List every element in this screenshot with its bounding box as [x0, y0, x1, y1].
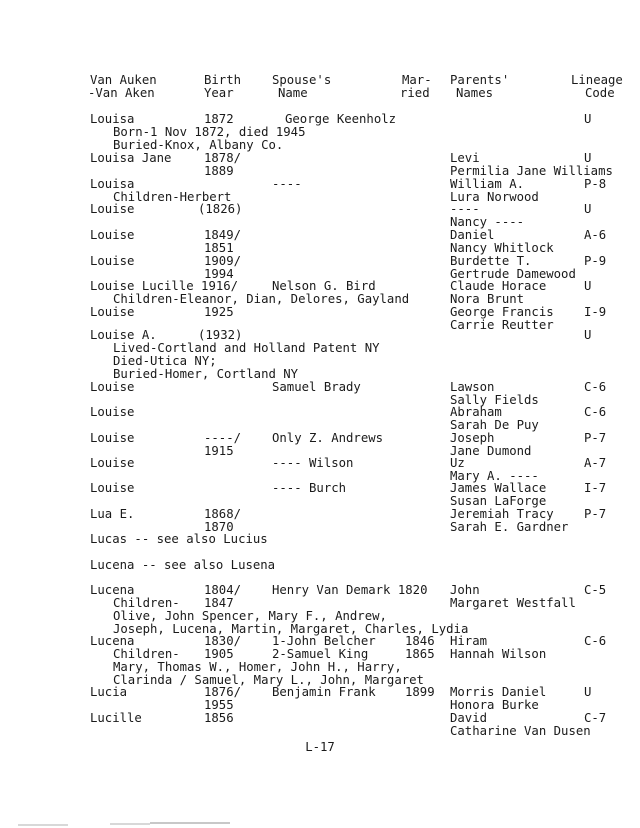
record-text: Permilia Jane Williams — [450, 164, 613, 178]
record-text: Louise Lucille 1916/ — [90, 279, 239, 293]
record-text: Children- — [113, 596, 180, 610]
header-married-1: Mar- — [402, 73, 432, 87]
header-lineage: Lineage — [571, 73, 623, 87]
record-text: Joseph — [450, 431, 495, 445]
header-spouse: Spouse's — [272, 73, 332, 87]
record-text: 1856 — [204, 711, 234, 725]
record-text: 1876/ — [204, 685, 242, 699]
record-text: Louise — [90, 405, 135, 419]
record-text: (1826) — [198, 202, 243, 216]
record-text: Born-1 Nov 1872, died 1945 — [113, 125, 306, 139]
header-parents: Parents' — [450, 73, 510, 87]
record-text: C-6 — [584, 380, 607, 394]
record-text: 1878/ — [204, 151, 242, 165]
record-text: 1868/ — [204, 507, 242, 521]
record-text: 1804/ — [204, 583, 242, 597]
record-text: Buried-Homer, Cortland NY — [113, 367, 299, 381]
record-text: Lua E. — [90, 507, 135, 521]
record-text: Lucas -- see also Lucius — [90, 532, 268, 546]
record-text: Benjamin Frank — [272, 685, 376, 699]
record-text: 1-John Belcher — [272, 634, 376, 648]
record-text: Louise — [90, 254, 135, 268]
record-text: Nancy ---- — [450, 215, 525, 229]
record-text: 1851 — [204, 241, 234, 255]
record-text: John — [450, 583, 480, 597]
record-text: Abraham — [450, 405, 502, 419]
record-text: U — [584, 685, 592, 699]
record-text: Burdette T. — [450, 254, 532, 268]
record-text: Morris Daniel — [450, 685, 547, 699]
record-text: Louisa — [90, 112, 135, 126]
record-text: Louise — [90, 431, 135, 445]
record-text: U — [584, 328, 592, 342]
record-text: Louise — [90, 202, 135, 216]
record-text: Sally Fields — [450, 393, 539, 407]
record-text: Louise A. — [90, 328, 157, 342]
record-text: 2-Samuel King — [272, 647, 369, 661]
record-text: P-8 — [584, 177, 607, 191]
record-text: Catharine Van Dusen — [450, 724, 591, 738]
record-text: Louise — [90, 228, 135, 242]
record-text: 1925 — [204, 305, 234, 319]
header-birth: Birth — [204, 73, 242, 87]
record-text: Lucia — [90, 685, 128, 699]
record-text: C-6 — [584, 634, 607, 648]
record-text: Henry Van Demark 1820 — [272, 583, 428, 597]
record-text: Only Z. Andrews — [272, 431, 384, 445]
record-text: C-5 — [584, 583, 607, 597]
record-text: Nora Brunt — [450, 292, 525, 306]
record-text: William A. — [450, 177, 525, 191]
record-text: Louisa Jane — [90, 151, 172, 165]
record-text: Joseph, Lucena, Martin, Margaret, Charles, Lydia — [113, 622, 469, 636]
record-text: Lucille — [90, 711, 142, 725]
record-text: (1932) — [198, 328, 243, 342]
record-text: I-7 — [584, 481, 607, 495]
record-text: 1865 — [405, 647, 435, 661]
record-text: Children-Herbert — [113, 190, 232, 204]
record-text: Clarinda / Samuel, Mary L., John, Margaret — [113, 673, 424, 687]
scan-artifact — [150, 822, 230, 824]
record-text: Jane Dumond — [450, 444, 532, 458]
record-text: Children- — [113, 647, 180, 661]
record-text: 1955 — [204, 698, 234, 712]
record-text: Nelson G. Bird — [272, 279, 376, 293]
record-text: 1915 — [204, 444, 234, 458]
record-text: C-6 — [584, 405, 607, 419]
record-text: 1994 — [204, 267, 234, 281]
record-text: Olive, John Spencer, Mary F., Andrew, — [113, 609, 387, 623]
record-text: ---- — [272, 177, 302, 191]
header-surname-1: Van Auken — [90, 73, 157, 87]
record-text: Samuel Brady — [272, 380, 361, 394]
record-text: ---- Burch — [272, 481, 347, 495]
record-text: Children-Eleanor, Dian, Delores, Gayland — [113, 292, 410, 306]
record-text: Susan LaForge — [450, 494, 547, 508]
record-text: Jeremiah Tracy — [450, 507, 554, 521]
record-text: P-7 — [584, 507, 607, 521]
record-text: Carrie Reutter — [450, 318, 554, 332]
scan-artifact — [110, 823, 150, 825]
record-text: Uz — [450, 456, 465, 470]
record-text: U — [584, 279, 592, 293]
record-text: 1830/ — [204, 634, 242, 648]
record-text: George Francis — [450, 305, 554, 319]
record-text: ---- Wilson — [272, 456, 354, 470]
record-text: 1849/ — [204, 228, 242, 242]
record-text: Lura Norwood — [450, 190, 539, 204]
record-text: Louise — [90, 305, 135, 319]
record-text: Died-Utica NY; — [113, 354, 217, 368]
record-text: Lucena -- see also Lusena — [90, 558, 276, 572]
header-surname-2: -Van Aken — [88, 86, 155, 100]
record-text: James Wallace — [450, 481, 547, 495]
record-text: U — [584, 112, 592, 126]
record-text: Sarah E. Gardner — [450, 520, 569, 534]
record-text: 1905 — [204, 647, 234, 661]
record-text: Louise — [90, 456, 135, 470]
header-code: Code — [585, 86, 615, 100]
record-text: ---- — [450, 202, 480, 216]
record-text: Hannah Wilson — [450, 647, 547, 661]
record-text: 1909/ — [204, 254, 242, 268]
record-text: P-7 — [584, 431, 607, 445]
record-text: Lived-Cortland and Holland Patent NY — [113, 341, 380, 355]
record-text: I-9 — [584, 305, 607, 319]
record-text: P-9 — [584, 254, 607, 268]
record-text: A-6 — [584, 228, 607, 242]
record-text: Margaret Westfall — [450, 596, 576, 610]
record-text: Claude Horace — [450, 279, 547, 293]
record-text: 1846 — [405, 634, 435, 648]
header-spouse-name: Name — [278, 86, 308, 100]
record-text: A-7 — [584, 456, 607, 470]
header-married-2: ried — [400, 86, 430, 100]
record-text: George Keenholz — [285, 112, 397, 126]
record-text: Daniel — [450, 228, 495, 242]
record-text: Mary, Thomas W., Homer, John H., Harry, — [113, 660, 402, 674]
header-year: Year — [204, 86, 234, 100]
record-text: U — [584, 151, 592, 165]
page-number: L-17 — [305, 740, 335, 754]
record-text: Lawson — [450, 380, 495, 394]
record-text: Hiram — [450, 634, 488, 648]
record-text: Gertrude Damewood — [450, 267, 576, 281]
record-text: Honora Burke — [450, 698, 539, 712]
record-text: 1899 — [405, 685, 435, 699]
header-parents-names: Names — [456, 86, 494, 100]
record-text: Louise — [90, 481, 135, 495]
scan-artifact — [18, 824, 68, 826]
record-text: U — [584, 202, 592, 216]
record-text: 1889 — [204, 164, 234, 178]
record-text: 1870 — [204, 520, 234, 534]
record-text: Nancy Whitlock — [450, 241, 554, 255]
record-text: ----/ — [204, 431, 242, 445]
record-text: 1872 — [204, 112, 234, 126]
record-text: Sarah De Puy — [450, 418, 539, 432]
record-text: Lucena — [90, 634, 135, 648]
record-text: Buried-Knox, Albany Co. — [113, 138, 284, 152]
record-text: Louise — [90, 380, 135, 394]
record-text: 1847 — [204, 596, 234, 610]
record-text: Mary A. ---- — [450, 469, 539, 483]
record-text: Levi — [450, 151, 480, 165]
record-text: David — [450, 711, 488, 725]
record-text: C-7 — [584, 711, 607, 725]
record-text: Lucena — [90, 583, 135, 597]
record-text: Louisa — [90, 177, 135, 191]
